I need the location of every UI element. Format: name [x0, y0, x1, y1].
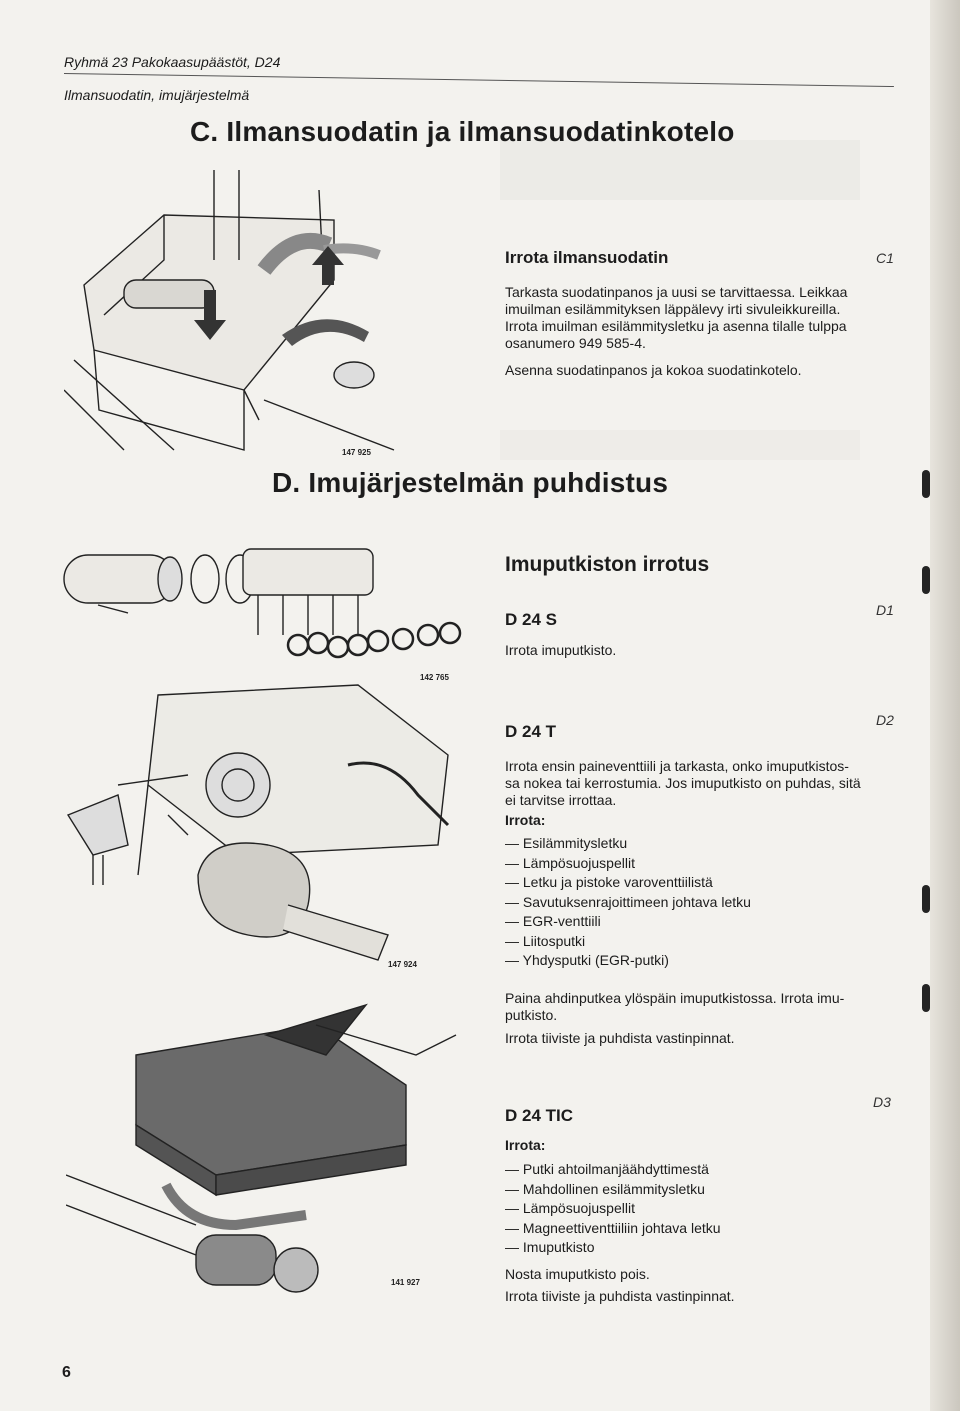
- turbo-engine-figure: [58, 675, 468, 975]
- list-item: — Imuputkisto: [505, 1238, 721, 1258]
- d24s-text: Irrota imuputkisto.: [505, 642, 617, 658]
- header-rule: [64, 73, 894, 87]
- d24t-remove-list: [505, 834, 751, 971]
- list-item: — Yhdysputki (EGR-putki): [505, 951, 751, 971]
- punch-hole: [922, 470, 930, 498]
- punch-hole: [922, 566, 930, 594]
- list-item: — Magneettiventtiiliin johtava letku: [505, 1219, 721, 1239]
- section-d-title: D. Imujärjestelmän puhdistus: [272, 467, 669, 498]
- d24t-final-text: Irrota tiiviste ja puhdista vastinpinnat.: [505, 1030, 735, 1046]
- header-subtitle: Ilmansuodatin, imujärjestelmä: [64, 87, 250, 103]
- list-item: — Savutuksenrajoittimeen johtava letku: [505, 893, 751, 913]
- header-group: Ryhmä 23 Pakokaasupäästöt, D24: [64, 54, 281, 70]
- d24s-heading: D 24 S: [505, 610, 557, 629]
- page-number: 6: [62, 1364, 71, 1381]
- section-c-title: C. Ilmansuodatin ja ilmansuodatinkotelo: [190, 116, 735, 147]
- code-d1: D1: [876, 602, 894, 618]
- d24t-intro: Irrota ensin paineventtiili ja tarkasta, onko imuputkistos- sa nokea tai kerrostumia. Jos imuputkisto on puhdas, sitä ei tarvitse irrottaa.: [505, 758, 861, 808]
- d24tic-remove-label: Irrota:: [505, 1137, 546, 1153]
- figure-number: 142 765: [420, 673, 449, 682]
- show-through: [500, 430, 860, 460]
- list-item: — Esilämmitysletku: [505, 834, 751, 854]
- show-through: [500, 140, 860, 200]
- d24tic-lift-text: Nosta imuputkisto pois.: [505, 1266, 650, 1282]
- punch-hole: [922, 984, 930, 1012]
- remove-filter-heading: Irrota ilmansuodatin: [505, 248, 669, 267]
- list-item: — Lämpösuojuspellit: [505, 1199, 721, 1219]
- d24tic-final-text: Irrota tiiviste ja puhdista vastinpinnat.: [505, 1288, 735, 1304]
- d24t-heading: D 24 T: [505, 722, 557, 741]
- list-item: — Putki ahtoilmanjäähdyttimestä: [505, 1160, 721, 1180]
- list-item: — EGR-venttiili: [505, 912, 751, 932]
- intake-manifold-figure: [58, 535, 468, 685]
- figure-number: 141 927: [391, 1278, 420, 1287]
- air-filter-figure: [64, 150, 404, 460]
- list-item: — Letku ja pistoke varoventtiilistä: [505, 873, 751, 893]
- filter-instructions: Tarkasta suodatinpanos ja uusi se tarvittaessa. Leikkaa imuilman esilämmityksen läppälevy irti sivuleikkureilla. Irrota imuilman esilämmitysletku ja asenna tilalle tulppa osanumero 949 585-4.: [505, 284, 848, 351]
- d24tic-heading: D 24 TIC: [505, 1106, 574, 1125]
- code-d3: D3: [873, 1094, 891, 1110]
- d24t-remove-label: Irrota:: [505, 812, 546, 828]
- figure-number: 147 925: [342, 448, 371, 457]
- d24t-after-text: Paina ahdinputkea ylöspäin imuputkistossa. Irrota imu- putkisto.: [505, 990, 845, 1023]
- tic-engine-figure: [66, 995, 466, 1325]
- list-item: — Lämpösuojuspellit: [505, 854, 751, 874]
- manifold-removal-heading: Imuputkiston irrotus: [505, 553, 710, 576]
- d24tic-remove-list: [505, 1160, 721, 1258]
- binder-edge: [930, 0, 960, 1411]
- code-c1: C1: [876, 250, 894, 266]
- figure-number: 147 924: [388, 960, 417, 969]
- punch-hole: [922, 885, 930, 913]
- code-d2: D2: [876, 712, 894, 728]
- list-item: — Liitosputki: [505, 932, 751, 952]
- filter-assembly-text: Asenna suodatinpanos ja kokoa suodatinkotelo.: [505, 362, 802, 378]
- list-item: — Mahdollinen esilämmitysletku: [505, 1180, 721, 1200]
